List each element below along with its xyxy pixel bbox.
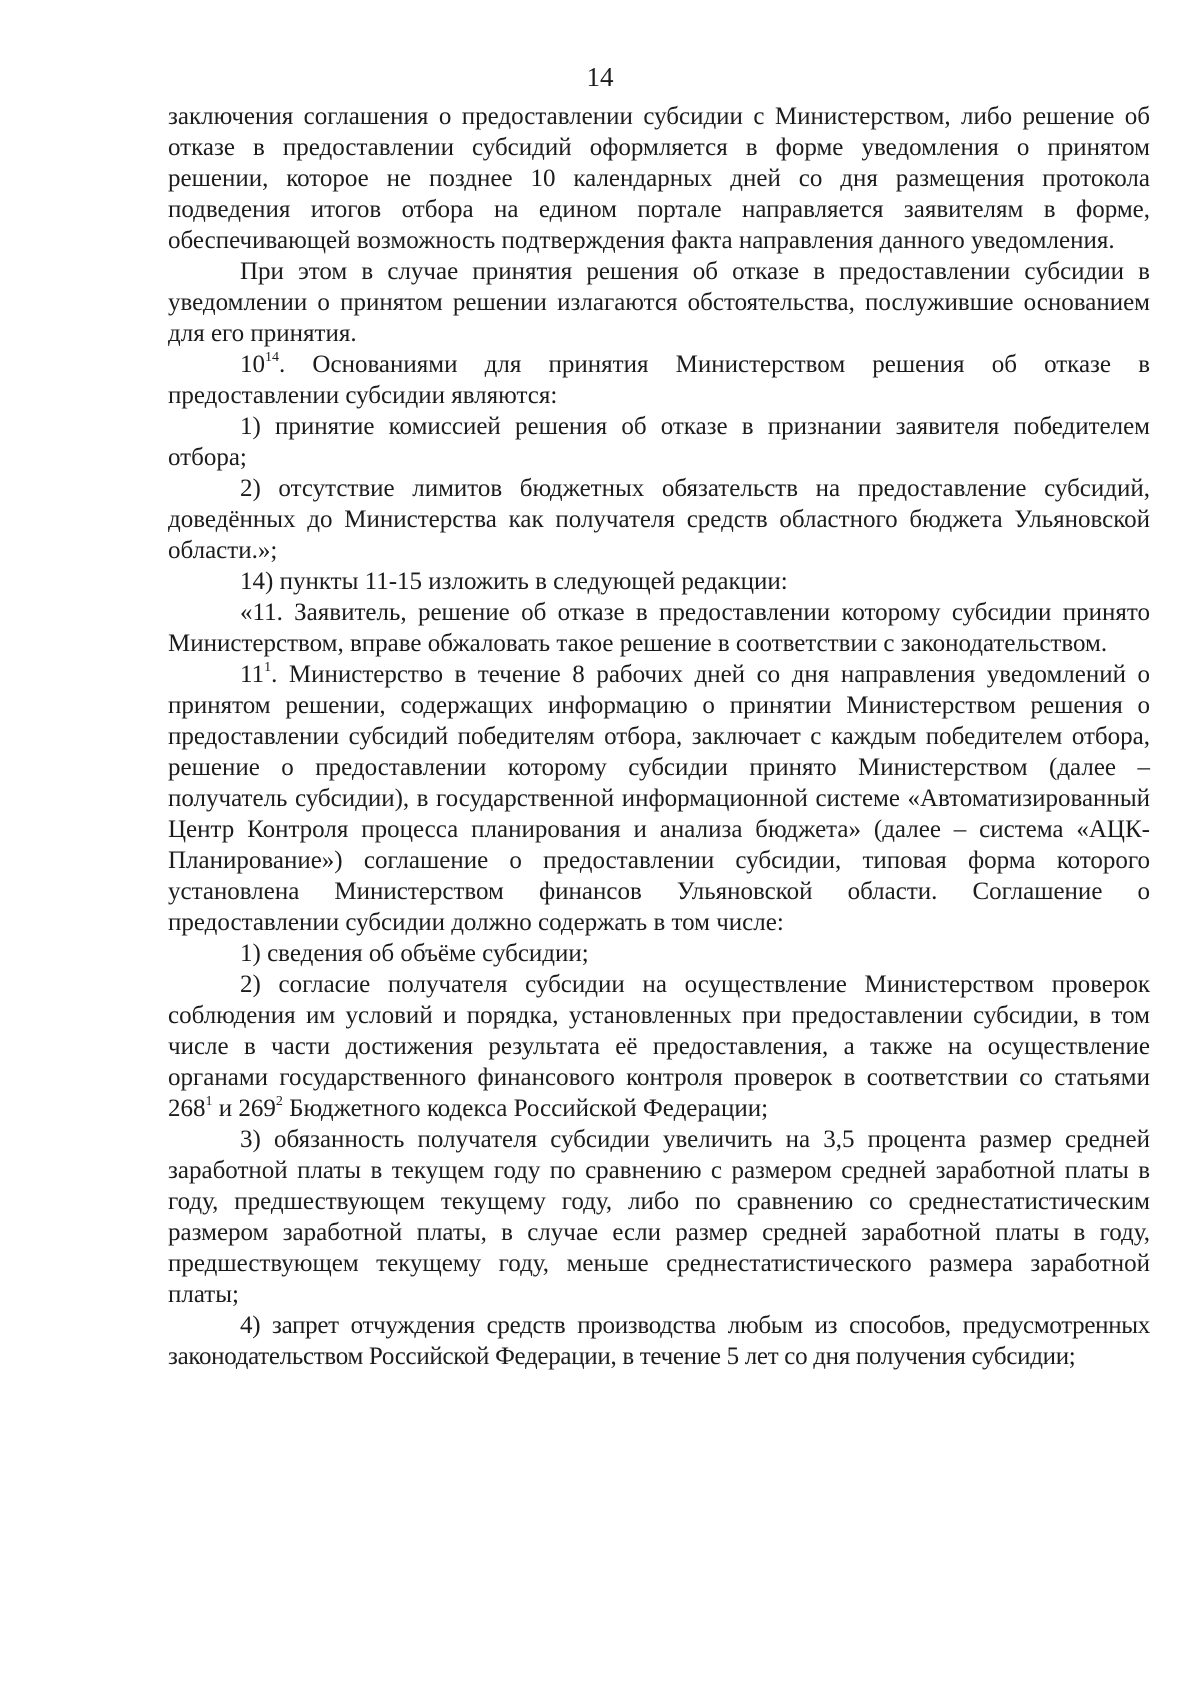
list-item: 2) отсутствие лимитов бюджетных обязательств на предоставление субсидий, доведённых до Министерства как получателя средств областного бюджета Ульяновской области.»; <box>168 475 1150 564</box>
clause-number: 11 <box>240 661 265 688</box>
list-item <box>168 969 1150 1124</box>
paragraph: заключения соглашения о предоставлении субсидии с Министерством, либо решение об отказе в предоставлении субсидий оформляется в форме уведомления о принятом решении, которое не позднее 10 календарных дней со дня размещения протокола подведения итогов отбора на едином портале направляется заявителям в форме, обеспечивающей возможность подтверждения факта направления данного уведомления. <box>168 103 1150 254</box>
paragraph-clause-11-1 <box>168 659 1150 938</box>
list-item-text: и 269 <box>212 1095 276 1122</box>
list-item: 3) обязанность получателя субсидии увеличить на 3,5 процента размер средней заработной платы в текущем году по сравнению с размером средней заработной платы в году, предшествующем текущему году, либо по сравнению со среднестатистическим размером заработной платы, в случае если размер средней заработной платы в году, предшествующем текущему году, меньше среднестатистического размера заработной платы; <box>168 1126 1150 1308</box>
document-body <box>168 101 1150 1372</box>
list-item: 1) сведения об объёме субсидии; <box>240 940 589 967</box>
paragraph-clause-11: «11. Заявитель, решение об отказе в предоставлении которому субсидии принято Министерством, вправе обжаловать такое решение в соответствии с законодательством. <box>168 599 1150 657</box>
page-number: 14 <box>586 62 614 92</box>
list-item-text: Бюджетного кодекса Российской Федерации; <box>282 1095 769 1122</box>
clause-text: . Министерство в течение 8 рабочих дней со дня направления уведомлений о принятом решении, содержащих информацию о принятии Министерством решения о предоставлении субсидий победителям отбора, заключает с каждым победителем отбора, решение о предоставлении которому субсидии принято Министерством (далее – получатель субсидии), в государственной информационной системе «Автоматизированный Центр Контроля процесса планирования и анализа бюджета» (далее – система «АЦК-Планирование») соглашение о предоставлении субсидии, типовая форма которого установлена Министерством финансов Ульяновской области. Соглашение о предоставлении субсидии должно содержать в том числе: <box>168 661 1150 936</box>
paragraph: При этом в случае принятия решения об отказе в предоставлении субсидии в уведомлении о принятом решении излагаются обстоятельства, послужившие основанием для его принятия. <box>168 258 1150 347</box>
article-superscript: 2 <box>275 1094 283 1109</box>
list-item-text: 2) согласие получателя субсидии на осуществление Министерством проверок соблюдения им условий и порядка, установленных при предоставлении субсидии, в том числе в части достижения результата её предоставления, а также на осуществление органами государственного финансового контроля проверок в соответствии со статьями 268 <box>168 971 1150 1122</box>
clause-superscript: 14 <box>265 350 279 365</box>
list-item: 1) принятие комиссией решения об отказе в признании заявителя победителем отбора; <box>168 413 1150 471</box>
clause-text: . Основаниями для принятия Министерством решения об отказе в предоставлении субсидии являются: <box>168 351 1150 409</box>
list-item: 4) запрет отчуждения средств производства любым из способов, предусмотренных законодательством Российской Федерации, в течение 5 лет со дня получения субсидии; <box>168 1312 1150 1370</box>
paragraph-clause-10-14 <box>168 349 1150 411</box>
clause-superscript: 1 <box>264 660 272 675</box>
paragraph: 14) пункты 11-15 изложить в следующей редакции: <box>240 568 788 595</box>
clause-number: 10 <box>240 351 265 378</box>
article-superscript: 1 <box>205 1094 213 1109</box>
